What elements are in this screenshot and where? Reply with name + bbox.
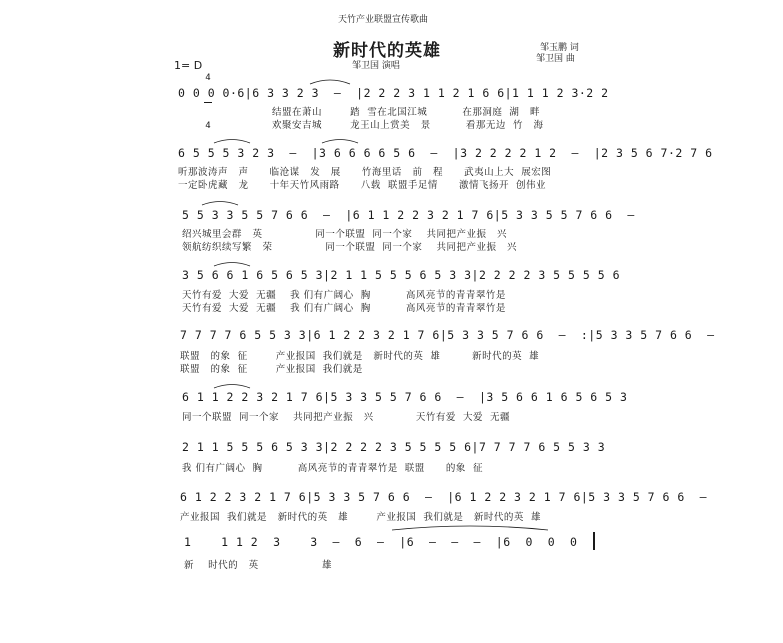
singer-credit: 邹卫国 演唱 <box>352 61 400 71</box>
lyric-verse-1: 联盟 的象 征 产业报国 我们就是 新时代的英 雄 新时代的英 雄 <box>180 351 540 362</box>
notation-line: 1 1 1 2 3 3 – 6 – |6 – – – |6 0 0 0 <box>184 535 578 549</box>
slur-arc <box>214 263 250 267</box>
lyric-verse-1: 产业报国 我们就是 新时代的英 雄 产业报国 我们就是 新时代的英 雄 <box>180 512 541 523</box>
time-signature-top: 4 <box>205 73 211 83</box>
lyric-verse-1: 听那波涛声 声 临沧谋 发 展 竹海里话 前 程 武夷山上大 展宏图 <box>178 167 552 178</box>
lyric-verse-2: 一定卧虎藏 龙 十年天竹风雨路 八载 联盟手足情 激情飞扬开 创伟业 <box>178 180 546 191</box>
notation-line: 3 5 6 6 1 6 5 6 5 3|2 1 1 5 5 5 6 5 3 3|2 2 2 2 3 5 5 5 5 6 <box>182 268 620 282</box>
lyric-verse-1: 绍兴城里会群 英 同一个联盟 同一个家 共同把产业振 兴 <box>182 229 508 240</box>
notation-line: 6 5 5 5 3 2 3 – |3 6 6 6 6 5 6 – |3 2 2 2 2 1 2 – |2 3 5 6 7·2 7 6 <box>178 146 713 160</box>
page-title: 新时代的英雄 <box>333 41 441 61</box>
lyricist-credit: 邹玉鹏 词 <box>540 43 579 53</box>
lyric-verse-2: 联盟 的象 征 产业报国 我们就是 <box>180 364 363 375</box>
notation-line: 2 1 1 5 5 5 6 5 3 3|2 2 2 2 3 5 5 5 5 6|7 7 7 7 6 5 5 3 3 <box>182 440 606 454</box>
top-caption: 天竹产业联盟宣传歌曲 <box>338 15 429 25</box>
notation-line: 5 5 3 3 5 5 7 6 6 – |6 1 1 2 2 3 2 1 7 6|5 3 3 5 5 7 6 6 – <box>182 208 635 222</box>
lyric-verse-1: 新 时代的 英 雄 <box>184 560 332 571</box>
slur-arc <box>322 140 358 144</box>
slur-arc <box>214 385 250 389</box>
composer-credit: 邹卫国 曲 <box>536 54 575 64</box>
lyric-verse-2: 领航纺织续写繁 荣 同一个联盟 同一个家 共同把产业振 兴 <box>182 242 518 253</box>
key-signature: 1= D <box>174 59 203 72</box>
lyric-verse-1: 同一个联盟 同一个家 共同把产业振 兴 天竹有爱 大爱 无疆 <box>182 412 510 423</box>
lyric-verse-1: 天竹有爱 大爱 无疆 我 们有广阔心 胸 高风亮节的青青翠竹是 <box>182 290 506 301</box>
slur-arc <box>310 80 350 84</box>
notation-line: 6 1 2 2 3 2 1 7 6|5 3 3 5 7 6 6 – |6 1 2 2 3 2 1 7 6|5 3 3 5 7 6 6 – <box>180 490 708 504</box>
notation-line: 7 7 7 7 6 5 5 3 3|6 1 2 2 3 2 1 7 6|5 3 3 5 7 6 6 – :|5 3 3 5 7 6 6 – <box>180 328 715 342</box>
lyric-verse-2: 欢聚安吉城 龙王山上赏美 景 看那无边 竹 海 <box>272 120 544 131</box>
slur-arc <box>202 202 238 206</box>
lyric-verse-1: 结盟在萧山 踏 雪在北国江城 在那洞庭 湖 畔 <box>272 107 540 118</box>
notation-line: 0 0 0 0·6|6 3 3 2 3 – |2 2 2 3 1 1 2 1 6 6|1 1 1 2 3·2 2 <box>178 86 609 100</box>
time-signature-bottom: 4 <box>205 121 211 131</box>
lyric-verse-1: 我 们有广阔心 胸 高风亮节的青青翠竹是 联盟 的象 征 <box>182 463 483 474</box>
lyric-verse-2: 天竹有爱 大爱 无疆 我 们有广阔心 胸 高风亮节的青青翠竹是 <box>182 303 506 314</box>
notation-line: 6 1 1 2 2 3 2 1 7 6|5 3 3 5 5 7 6 6 – |3 5 6 6 1 6 5 6 5 3 <box>182 390 628 404</box>
slur-arc <box>214 140 250 144</box>
slur-arc <box>392 526 548 530</box>
